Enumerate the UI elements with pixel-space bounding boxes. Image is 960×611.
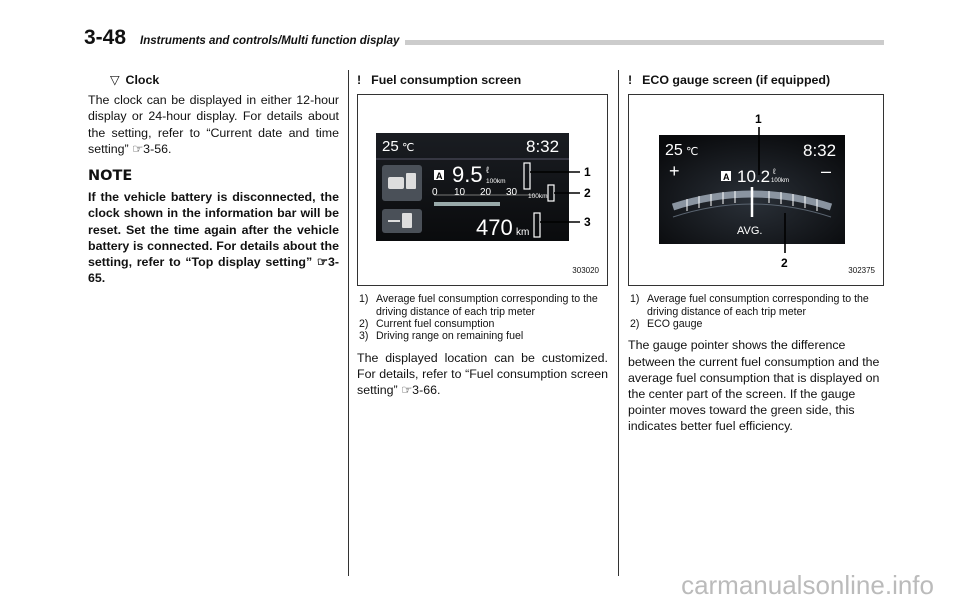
caption-item xyxy=(357,293,608,318)
column-divider-1 xyxy=(348,70,349,576)
fuel-heading xyxy=(357,72,608,88)
eco-captions xyxy=(628,293,884,330)
eco-badge: A xyxy=(723,172,730,183)
eco-figure xyxy=(628,94,884,286)
eco-heading xyxy=(628,72,884,88)
exclamation-marker-icon: ! xyxy=(628,73,633,87)
eco-minus: – xyxy=(821,161,832,182)
clock-body: The clock can be displayed in either 12-hour display or 24-hour display. For details about the setting, refer to “Current date and time setting” ☞3-56. xyxy=(88,93,339,156)
fuel-callout-3: 3 xyxy=(584,215,591,230)
caption-num: 1) xyxy=(359,293,369,306)
caption-text: Average fuel consumption corresponding to the driving distance of each trip meter xyxy=(376,293,598,318)
fuel-consumption-value: 9.5 xyxy=(452,162,483,188)
caption-text: Driving range on remaining fuel xyxy=(376,330,524,343)
clock-heading xyxy=(88,72,339,88)
caption-item xyxy=(628,318,884,330)
scale-30: 30 xyxy=(506,187,518,199)
caption-item xyxy=(357,330,608,342)
page-header xyxy=(84,24,884,54)
scale-10: 10 xyxy=(454,187,466,199)
fuel-display-illustration xyxy=(358,95,609,287)
eco-body: The gauge pointer shows the difference between the current fuel consumption and the average fuel consumption that is displayed on the center part of the screen. If the gauge pointer moves toward the green side, this indicates better fuel efficiency. xyxy=(628,338,880,434)
scale-0: 0 xyxy=(432,187,438,199)
fuel-temp-unit: ℃ xyxy=(402,141,415,155)
eco-figure-id: 302375 xyxy=(848,266,875,275)
eco-avg-label: AVG. xyxy=(737,225,763,238)
fuel-current-bar xyxy=(434,202,500,206)
fuel-time: 8:32 xyxy=(526,137,560,157)
fuel-body: The displayed location can be customized. For details, refer to “Fuel consumption screen setting” ☞3-66. xyxy=(357,350,608,398)
scale-20: 20 xyxy=(480,187,492,199)
column-divider-2 xyxy=(618,70,619,576)
fuel-temp: 25 xyxy=(382,138,399,156)
eco-callout-2: 2 xyxy=(781,256,788,271)
eco-temp: 25 xyxy=(665,142,683,160)
clock-heading-text: Clock xyxy=(125,73,160,87)
triangle-marker-icon: ▽ xyxy=(110,73,120,87)
eco-consumption-value: 10.2 xyxy=(737,167,771,187)
fuel-range-value: 470 xyxy=(476,215,513,241)
caption-item xyxy=(357,318,608,330)
exclamation-marker-icon: ! xyxy=(357,73,362,87)
caption-item xyxy=(628,293,884,318)
fuel-figure-id: 303020 xyxy=(572,266,599,275)
caption-num: 2) xyxy=(359,318,369,331)
footer-watermark: carmanualsonline.info xyxy=(681,570,934,600)
column-clock xyxy=(88,72,339,286)
eco-unit-bottom: 100km xyxy=(771,178,790,185)
fuel-captions xyxy=(357,293,608,343)
eco-temp-unit: ℃ xyxy=(686,145,699,159)
caption-text: ECO gauge xyxy=(647,318,703,331)
caption-num: 3) xyxy=(359,330,369,343)
eco-callout-1: 1 xyxy=(755,112,762,127)
eco-heading-text: ECO gauge screen (if equipped) xyxy=(642,73,831,87)
fuel-unit-top: ℓ xyxy=(486,165,489,176)
fuel-badge: A xyxy=(436,171,443,182)
fuel-scale-unit: 100km xyxy=(528,193,548,201)
caption-num: 1) xyxy=(630,293,640,306)
caption-text: Current fuel consumption xyxy=(376,318,495,331)
eco-time: 8:32 xyxy=(803,141,837,161)
fuel-callout-2: 2 xyxy=(584,186,591,201)
eco-unit-top: ℓ xyxy=(773,167,776,177)
column-eco xyxy=(628,72,884,435)
column-fuel xyxy=(357,72,608,398)
section-title: Instruments and controls/Multi function display xyxy=(140,35,405,47)
note-text: If the vehicle battery is disconnected, the clock shown in the information bar will be reset. Set the time again after the vehicle battery is connected. For details about the setting, refer to “Top display setting” ☞3-65. xyxy=(88,190,339,286)
fuel-figure xyxy=(357,94,608,286)
fuel-unit-bottom: 100km xyxy=(486,178,506,186)
fuel-range-unit: km xyxy=(516,227,530,239)
eco-display-illustration xyxy=(629,95,885,287)
caption-text: Average fuel consumption corresponding to the driving distance of each trip meter xyxy=(647,293,869,318)
eco-plus: + xyxy=(669,161,680,182)
page-number: 3-48 xyxy=(84,26,127,49)
fuel-heading-text: Fuel consumption screen xyxy=(371,73,522,87)
fuel-callout-1: 1 xyxy=(584,165,591,180)
caption-num: 2) xyxy=(630,318,640,331)
note-heading: NOTE xyxy=(88,168,133,185)
